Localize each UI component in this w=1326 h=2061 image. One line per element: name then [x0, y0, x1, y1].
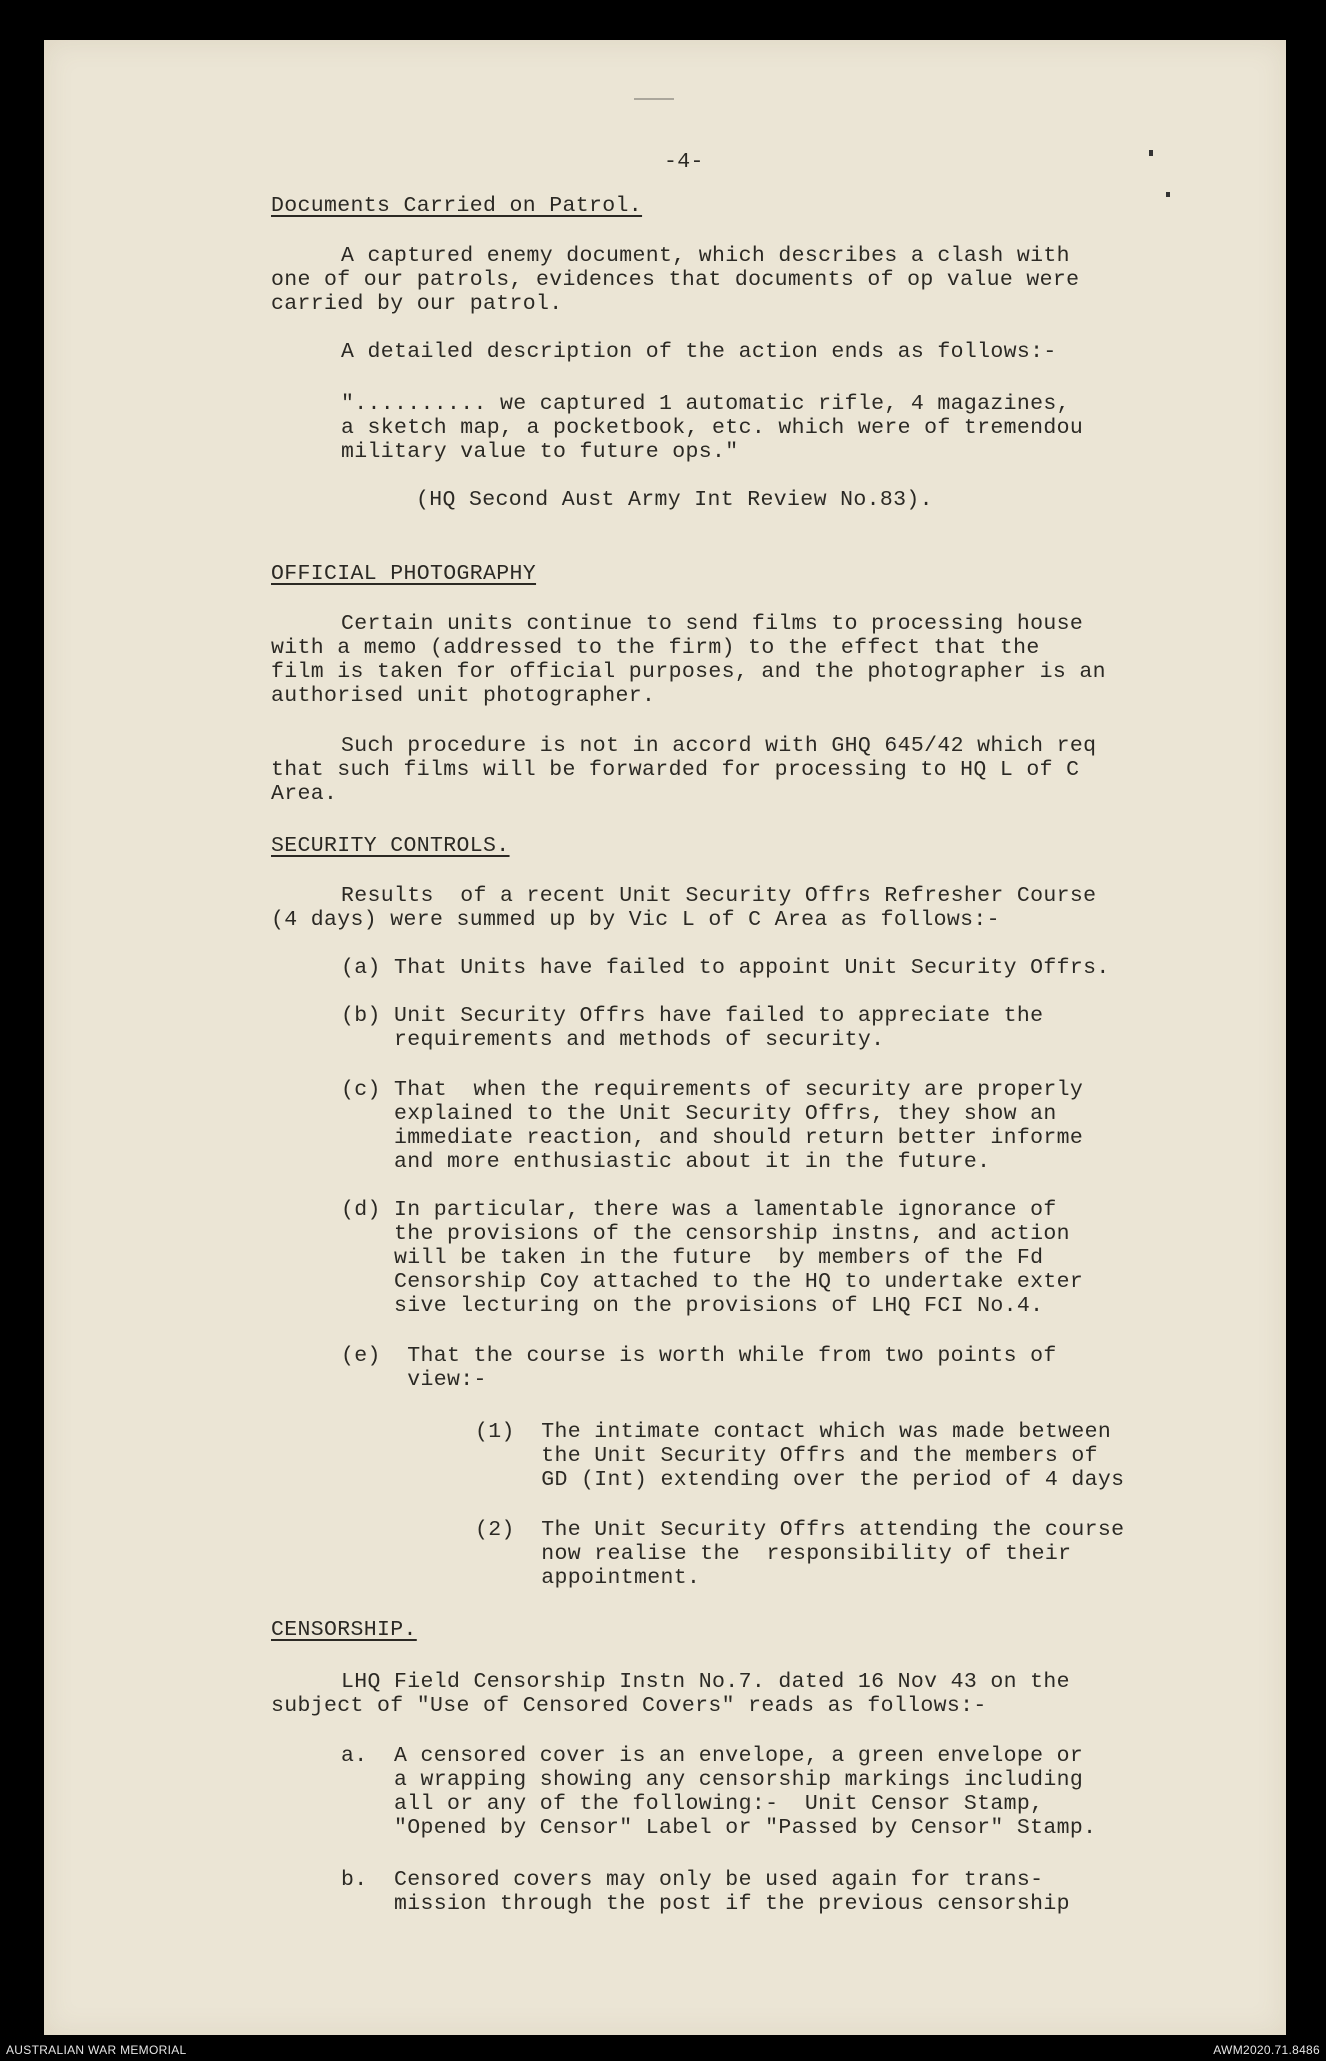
- text-line: subject of "Use of Censored Covers" reads as follows:-: [271, 1694, 987, 1718]
- text-line: and more enthusiastic about it in the future.: [341, 1150, 991, 1174]
- text-line: LHQ Field Censorship Instn No.7. dated 16 Nov 43 on the: [341, 1670, 1070, 1694]
- sub-item-1: (1) The intimate contact which was made between: [475, 1420, 1112, 1444]
- text-line: military value to future ops.": [341, 440, 739, 464]
- text-line: all or any of the following:- Unit Censor Stamp,: [341, 1792, 1044, 1816]
- text-line: a sketch map, a pocketbook, etc. which were of tremendou: [341, 416, 1084, 440]
- text-line: sive lecturing on the provisions of LHQ FCI No.4.: [341, 1294, 1044, 1318]
- section-heading-documents: Documents Carried on Patrol.: [271, 194, 643, 218]
- citation: (HQ Second Aust Army Int Review No.83).: [416, 488, 933, 512]
- text-line: (4 days) were summed up by Vic L of C Area as follows:-: [271, 908, 1000, 932]
- text-line: that such films will be forwarded for processing to HQ L of C: [271, 758, 1080, 782]
- text-line: A detailed description of the action ends as follows:-: [341, 340, 1057, 364]
- text-line: Certain units continue to send films to processing house: [341, 612, 1084, 636]
- list-item-b: (b) Unit Security Offrs have failed to appreciate the: [341, 1004, 1044, 1028]
- list-item-a: (a) That Units have failed to appoint Unit Security Offrs.: [341, 956, 1110, 980]
- text-line: film is taken for official purposes, and the photographer is an: [271, 660, 1106, 684]
- text-line: one of our patrols, evidences that documents of op value were: [271, 268, 1080, 292]
- list-item-b: b. Censored covers may only be used again for trans-: [341, 1868, 1044, 1892]
- text-line: will be taken in the future by members of the Fd: [341, 1246, 1044, 1270]
- text-line: GD (Int) extending over the period of 4 days: [475, 1468, 1125, 1492]
- list-item-e: (e) That the course is worth while from two points of: [341, 1344, 1057, 1368]
- pencil-mark: [1149, 150, 1153, 156]
- text-line: "Opened by Censor" Label or "Passed by Censor" Stamp.: [341, 1816, 1097, 1840]
- text-line: Results of a recent Unit Security Offrs Refresher Course: [341, 884, 1097, 908]
- text-line: now realise the responsibility of their: [475, 1542, 1072, 1566]
- text-line: view:-: [341, 1368, 487, 1392]
- section-heading-censorship: CENSORSHIP.: [271, 1618, 417, 1642]
- text-line: authorised unit photographer.: [271, 684, 656, 708]
- pencil-mark: [1166, 192, 1170, 197]
- text-line: appointment.: [475, 1566, 701, 1590]
- text-line: immediate reaction, and should return better informe: [341, 1126, 1084, 1150]
- text-line: A captured enemy document, which describes a clash with: [341, 244, 1070, 268]
- footer-credit: AUSTRALIAN WAR MEMORIAL: [6, 2043, 187, 2057]
- text-line: requirements and methods of security.: [341, 1028, 885, 1052]
- pencil-mark: [634, 98, 674, 100]
- text-line: the provisions of the censorship instns, and action: [341, 1222, 1070, 1246]
- list-item-a: a. A censored cover is an envelope, a green envelope or: [341, 1744, 1084, 1768]
- page-number: -4-: [664, 150, 704, 174]
- text-line: a wrapping showing any censorship markings including: [341, 1768, 1084, 1792]
- list-item-d: (d) In particular, there was a lamentable ignorance of: [341, 1198, 1057, 1222]
- text-line: explained to the Unit Security Offrs, they show an: [341, 1102, 1057, 1126]
- sub-item-2: (2) The Unit Security Offrs attending the course: [475, 1518, 1125, 1542]
- section-heading-photography: OFFICIAL PHOTOGRAPHY: [271, 562, 537, 586]
- text-line: carried by our patrol.: [271, 292, 563, 316]
- document-page: [44, 40, 1286, 2035]
- text-line: mission through the post if the previous censorship: [341, 1892, 1070, 1916]
- text-line: Area.: [271, 782, 338, 806]
- text-line: the Unit Security Offrs and the members of: [475, 1444, 1098, 1468]
- text-line: ".......... we captured 1 automatic rifle, 4 magazines,: [341, 392, 1070, 416]
- text-line: with a memo (addressed to the firm) to the effect that the: [271, 636, 1040, 660]
- section-heading-security: SECURITY CONTROLS.: [271, 834, 510, 858]
- text-line: Censorship Coy attached to the HQ to undertake exter: [341, 1270, 1084, 1294]
- footer-accession-number: AWM2020.71.8486: [1213, 2043, 1320, 2057]
- list-item-c: (c) That when the requirements of security are properly: [341, 1078, 1084, 1102]
- text-line: Such procedure is not in accord with GHQ 645/42 which req: [341, 734, 1097, 758]
